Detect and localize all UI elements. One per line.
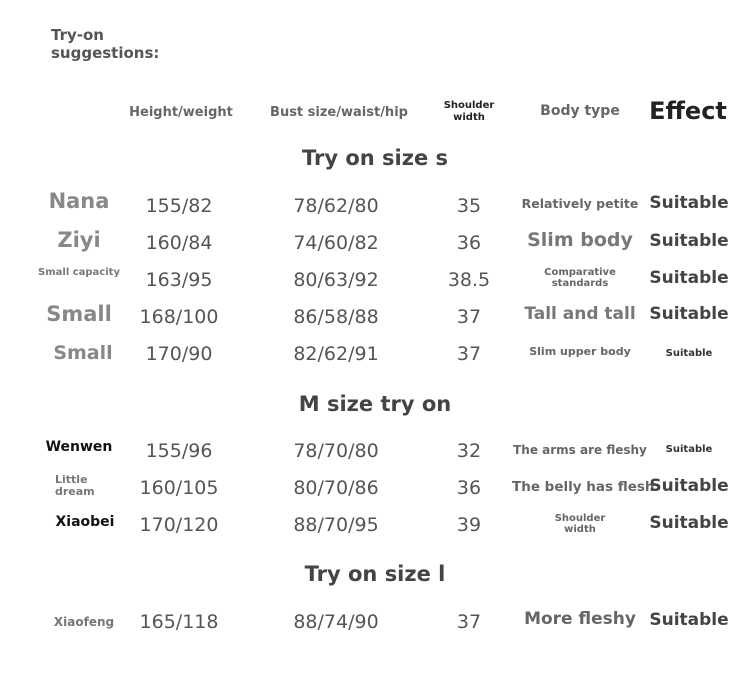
header-bust-waist-hip: Bust size/waist/hip bbox=[270, 105, 408, 120]
row-name: Little dream bbox=[55, 473, 95, 498]
row-shoulder-width: 37 bbox=[456, 306, 482, 328]
header-height-weight: Height/weight bbox=[129, 105, 233, 120]
row-height-weight: 170/120 bbox=[139, 514, 219, 536]
row-effect: Suitable bbox=[649, 513, 729, 533]
row-shoulder-width: 36 bbox=[456, 232, 482, 254]
row-height-weight: 168/100 bbox=[139, 306, 219, 328]
row-effect: Suitable bbox=[649, 268, 729, 288]
row-effect: Suitable bbox=[649, 476, 729, 496]
section-title-l: Try on size l bbox=[304, 562, 446, 586]
row-height-weight: 155/82 bbox=[145, 195, 213, 217]
row-body-type: The arms are fleshy bbox=[513, 443, 647, 457]
row-name: Ziyi bbox=[57, 228, 101, 252]
row-body-type: Slim body bbox=[527, 229, 633, 251]
row-shoulder-width: 38.5 bbox=[447, 269, 491, 291]
row-name: Small capacity bbox=[38, 267, 120, 278]
row-effect: Suitable bbox=[665, 348, 713, 359]
section-title-m: M size try on bbox=[298, 392, 452, 416]
header-body-type: Body type bbox=[540, 103, 620, 119]
row-effect: Suitable bbox=[649, 610, 729, 630]
row-body-type: Slim upper body bbox=[529, 345, 631, 358]
row-height-weight: 163/95 bbox=[145, 269, 213, 291]
row-height-weight: 165/118 bbox=[139, 611, 219, 633]
row-body-type: Tall and tall bbox=[524, 304, 636, 324]
row-bust-waist-hip: 80/63/92 bbox=[293, 269, 379, 291]
row-effect: Suitable bbox=[649, 304, 729, 324]
row-shoulder-width: 39 bbox=[456, 514, 482, 536]
row-effect: Suitable bbox=[665, 444, 713, 455]
row-shoulder-width: 37 bbox=[456, 343, 482, 365]
row-bust-waist-hip: 74/60/82 bbox=[293, 232, 379, 254]
row-height-weight: 155/96 bbox=[145, 440, 213, 462]
row-bust-waist-hip: 78/70/80 bbox=[293, 440, 379, 462]
row-body-type: Comparative standards bbox=[544, 267, 616, 289]
section-title-s: Try on size s bbox=[301, 146, 449, 170]
row-bust-waist-hip: 88/70/95 bbox=[293, 514, 379, 536]
row-height-weight: 170/90 bbox=[145, 343, 213, 365]
row-name: Small bbox=[46, 302, 112, 326]
row-height-weight: 160/105 bbox=[139, 477, 219, 499]
row-bust-waist-hip: 88/74/90 bbox=[293, 611, 379, 633]
row-bust-waist-hip: 80/70/86 bbox=[293, 477, 379, 499]
row-shoulder-width: 36 bbox=[456, 477, 482, 499]
try-on-suggestions-label: Try-on suggestions: bbox=[51, 26, 160, 62]
row-shoulder-width: 37 bbox=[456, 611, 482, 633]
row-shoulder-width: 35 bbox=[456, 195, 482, 217]
row-bust-waist-hip: 78/62/80 bbox=[293, 195, 379, 217]
row-name: Wenwen bbox=[45, 439, 113, 455]
row-body-type: More fleshy bbox=[524, 609, 636, 629]
row-effect: Suitable bbox=[649, 231, 729, 251]
row-bust-waist-hip: 82/62/91 bbox=[293, 343, 379, 365]
row-effect: Suitable bbox=[649, 193, 729, 213]
row-name: Xiaofeng bbox=[53, 615, 115, 629]
header-effect: Effect bbox=[649, 97, 727, 125]
row-height-weight: 160/84 bbox=[145, 232, 213, 254]
header-shoulder-width: Shoulder width bbox=[443, 100, 495, 123]
row-body-type: The belly has flesh bbox=[512, 479, 655, 495]
row-name: Xiaobei bbox=[55, 514, 115, 530]
row-bust-waist-hip: 86/58/88 bbox=[293, 306, 379, 328]
row-name: Small bbox=[53, 342, 113, 364]
row-body-type: Shoulder width bbox=[554, 513, 606, 535]
row-name: Nana bbox=[48, 189, 110, 213]
row-shoulder-width: 32 bbox=[456, 440, 482, 462]
row-body-type: Relatively petite bbox=[521, 196, 639, 211]
